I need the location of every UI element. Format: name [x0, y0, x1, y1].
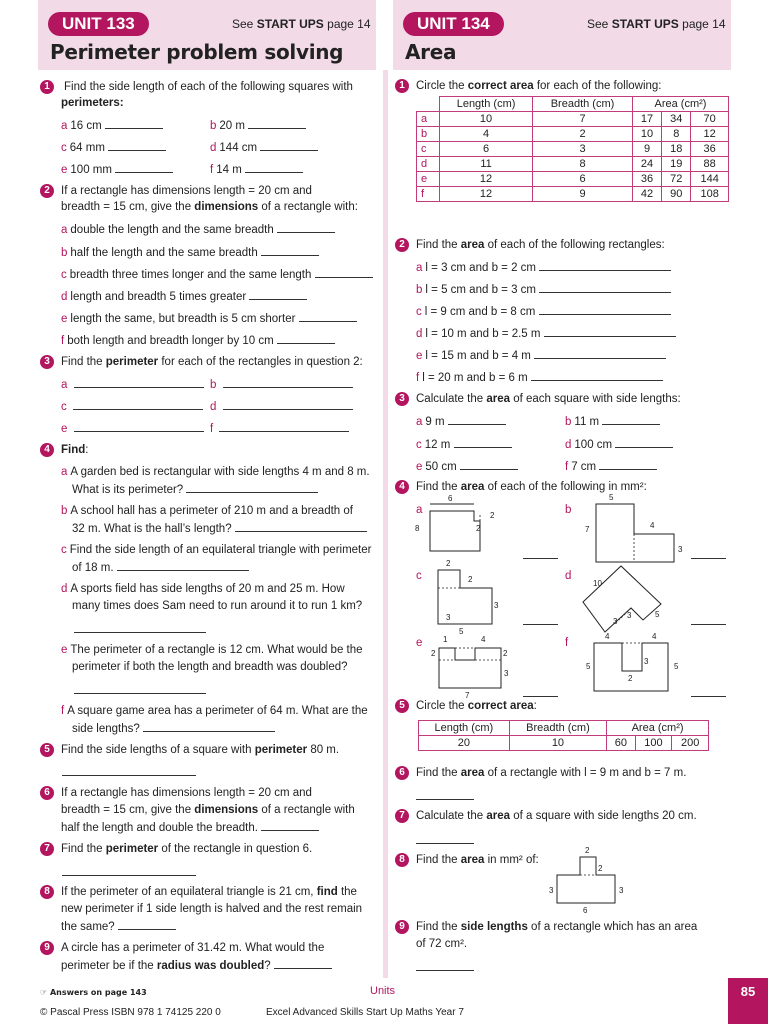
- answer-line[interactable]: [523, 548, 558, 559]
- right-q4b-shape: [580, 492, 690, 572]
- answer-line[interactable]: [245, 162, 303, 173]
- table-row: e 12 6 36 72 144: [417, 172, 729, 187]
- answer-line[interactable]: [523, 686, 558, 697]
- svg-text:2: 2: [468, 575, 473, 584]
- left-q8-text-2: new perimeter if 1 side length is halved and the rest remain: [61, 903, 363, 915]
- answer-line[interactable]: [73, 399, 203, 410]
- left-q9-number: 9: [40, 941, 54, 955]
- table-header: Breadth (cm): [509, 721, 606, 736]
- table-header-row: [419, 721, 709, 736]
- answer-line[interactable]: [460, 459, 518, 470]
- svg-text:2: 2: [598, 864, 603, 873]
- left-q3-text: Find the perimeter for each of the rectangles in question 2:: [61, 356, 363, 368]
- left-q3-number: 3: [40, 355, 54, 369]
- svg-text:2: 2: [431, 649, 436, 658]
- left-q3e: e: [61, 421, 204, 437]
- left-q6-text-3: half the length and double the breadth.: [61, 820, 319, 836]
- table-row: d 11 8 24 19 88: [417, 157, 729, 172]
- footer-book-title: Excel Advanced Skills Start Up Maths Year 7: [266, 1007, 464, 1018]
- right-q9-number: 9: [395, 920, 409, 934]
- right-q4d-shape: [583, 562, 673, 632]
- svg-text:2: 2: [503, 649, 508, 658]
- left-q2e: e length the same, but breadth is 5 cm shorter: [61, 311, 357, 327]
- right-q2-number: 2: [395, 238, 409, 252]
- left-q8-text-3: the same?: [61, 919, 176, 935]
- svg-text:3: 3: [549, 886, 554, 895]
- left-see-start-ups: See START UPS page 14: [232, 17, 371, 31]
- column-divider: [383, 70, 388, 978]
- right-q1-number: 1: [395, 79, 409, 93]
- svg-text:3: 3: [494, 601, 499, 610]
- svg-text:2: 2: [476, 524, 481, 533]
- svg-text:10: 10: [593, 579, 602, 588]
- left-q1-number: 1: [40, 80, 54, 94]
- left-q1a: a 16 cm: [61, 118, 163, 134]
- right-q4e-label: e: [416, 637, 423, 649]
- right-q2c: c l = 9 cm and b = 8 cm: [416, 304, 671, 320]
- right-q4a-shape: [415, 493, 510, 553]
- svg-text:3: 3: [446, 613, 451, 622]
- answer-line[interactable]: [534, 348, 666, 359]
- answer-line[interactable]: [277, 222, 335, 233]
- left-q4d: d A sports field has side lengths of 20 m and 25 m. How: [61, 583, 345, 595]
- right-q3b: b 11 m: [565, 414, 660, 430]
- answer-line[interactable]: [539, 260, 671, 271]
- right-q4f-label: f: [565, 637, 569, 649]
- svg-text:5: 5: [459, 627, 464, 636]
- svg-text:3: 3: [504, 669, 509, 678]
- right-title: Area: [405, 40, 457, 64]
- left-q1f: f 14 m: [210, 162, 303, 178]
- left-q4d-2: many times does Sam need to run around it to run 1 km?: [72, 600, 363, 612]
- answer-line[interactable]: [219, 421, 349, 432]
- answers-reference[interactable]: ☞ Answers on page 143: [40, 988, 147, 997]
- answer-line[interactable]: [523, 614, 558, 625]
- svg-text:5: 5: [655, 610, 660, 619]
- svg-text:6: 6: [583, 906, 588, 915]
- answer-line[interactable]: [277, 333, 335, 344]
- left-q2f: f both length and breadth longer by 10 cm: [61, 333, 335, 349]
- right-q7-text: Calculate the area of a square with side lengths 20 cm.: [416, 810, 697, 822]
- left-q3f: f: [210, 421, 349, 437]
- right-see-start-ups: See START UPS page 14: [587, 17, 726, 31]
- answer-line[interactable]: [599, 459, 657, 470]
- answer-line[interactable]: [315, 267, 373, 278]
- right-q3-number: 3: [395, 392, 409, 406]
- left-q3d: d: [210, 399, 353, 415]
- right-q3e: e 50 cm: [416, 459, 518, 475]
- left-q1c: c 64 mm: [61, 140, 166, 156]
- right-q5-text: Circle the correct area:: [416, 700, 537, 712]
- left-q6-number: 6: [40, 786, 54, 800]
- answer-line[interactable]: [105, 118, 163, 129]
- left-q4b: b A school hall has a perimeter of 210 m and a breadth of: [61, 505, 353, 517]
- right-q2-text: Find the area of each of the following rectangles:: [416, 239, 665, 251]
- svg-text:2: 2: [446, 559, 451, 568]
- pointing-hand-icon: ☞: [40, 988, 50, 997]
- left-q2-number: 2: [40, 184, 54, 198]
- svg-text:4: 4: [650, 521, 655, 530]
- svg-text:2: 2: [490, 511, 495, 520]
- right-q3d: d 100 cm: [565, 437, 673, 453]
- svg-text:5: 5: [586, 662, 591, 671]
- right-q8-text: Find the area in mm² of:: [416, 854, 539, 866]
- answer-line[interactable]: [615, 437, 673, 448]
- right-q9-text-2: of 72 cm².: [416, 938, 468, 950]
- svg-text:3: 3: [678, 545, 683, 554]
- table-header-row: [417, 97, 729, 112]
- left-q2d: d length and breadth 5 times greater: [61, 289, 307, 305]
- answer-line[interactable]: [74, 421, 204, 432]
- right-q1-table: [416, 96, 729, 202]
- right-q5-table: [418, 720, 709, 751]
- right-q2f: f l = 20 m and b = 6 m: [416, 370, 663, 386]
- answer-line[interactable]: [539, 282, 671, 293]
- answer-line[interactable]: [74, 622, 206, 633]
- table-header: Area (cm²): [632, 97, 728, 112]
- left-q4e: e The perimeter of a rectangle is 12 cm. What would be the: [61, 644, 363, 656]
- svg-text:4: 4: [605, 632, 610, 641]
- table-row: b 4 2 10 8 12: [417, 127, 729, 142]
- answer-line[interactable]: [115, 162, 173, 173]
- left-q6-text: If a rectangle has dimensions length = 20 cm and: [61, 787, 312, 799]
- right-q4-number: 4: [395, 480, 409, 494]
- left-q7-text: Find the perimeter of the rectangle in question 6.: [61, 843, 313, 855]
- answer-line[interactable]: [143, 721, 275, 732]
- answer-line[interactable]: [691, 614, 726, 625]
- svg-text:5: 5: [674, 662, 679, 671]
- table-row: 20 10 60 100 200: [419, 736, 709, 751]
- right-q5-number: 5: [395, 699, 409, 713]
- svg-text:4: 4: [481, 635, 486, 644]
- table-header: Breadth (cm): [533, 97, 633, 112]
- left-q2-text: If a rectangle has dimensions length = 20 cm and: [61, 185, 312, 197]
- answer-line[interactable]: [299, 311, 357, 322]
- answer-line[interactable]: [260, 140, 318, 151]
- right-q4-text: Find the area of each of the following in mm²:: [416, 481, 647, 493]
- left-q3c: c: [61, 399, 203, 415]
- svg-text:2: 2: [585, 846, 590, 855]
- right-q4d-label: d: [565, 570, 572, 582]
- answer-line[interactable]: [186, 482, 318, 493]
- answer-line[interactable]: [235, 521, 367, 532]
- left-q4f: f A square game area has a perimeter of 64 m. What are the: [61, 705, 368, 717]
- answer-line[interactable]: [448, 414, 506, 425]
- left-q8-text: If the perimeter of an equilateral triangle is 21 cm, find the: [61, 886, 357, 898]
- right-q4c-shape: [430, 558, 505, 628]
- svg-text:8: 8: [415, 524, 420, 533]
- right-q3f: f 7 cm: [565, 459, 657, 475]
- answer-line[interactable]: [691, 686, 726, 697]
- answer-line[interactable]: [223, 377, 353, 388]
- answer-line[interactable]: [74, 683, 206, 694]
- right-q4b-label: b: [565, 504, 572, 516]
- svg-text:1: 1: [443, 635, 448, 644]
- left-q2a: a double the length and the same breadth: [61, 222, 335, 238]
- right-q4f-shape: [580, 631, 685, 693]
- answer-line[interactable]: [274, 958, 332, 969]
- right-q2d: d l = 10 m and b = 2.5 m: [416, 326, 676, 342]
- right-q1-text: Circle the correct area for each of the following:: [416, 80, 662, 92]
- left-q2c: c breadth three times longer and the same length: [61, 267, 373, 283]
- left-q4e-2: perimeter if both the length and breadth was doubled?: [72, 661, 348, 673]
- table-header: Area (cm²): [607, 721, 709, 736]
- right-q7-number: 7: [395, 809, 409, 823]
- answer-line[interactable]: [248, 118, 306, 129]
- table-row: c 6 3 9 18 36: [417, 142, 729, 157]
- right-q8-shape: [545, 845, 635, 917]
- svg-text:3: 3: [619, 886, 624, 895]
- answer-line[interactable]: [691, 548, 726, 559]
- answer-line[interactable]: [62, 765, 196, 776]
- right-unit-badge: UNIT 134: [403, 12, 504, 36]
- svg-text:2: 2: [628, 674, 633, 683]
- svg-text:5: 5: [609, 493, 614, 502]
- left-q5-text: Find the side lengths of a square with perimeter 80 m.: [61, 744, 340, 756]
- right-q3a: a 9 m: [416, 414, 506, 430]
- table-header: Length (cm): [440, 97, 533, 112]
- footer-copyright: © Pascal Press ISBN 978 1 74125 220 0: [40, 1007, 221, 1018]
- answer-line[interactable]: [416, 960, 474, 971]
- right-q6-number: 6: [395, 766, 409, 780]
- right-q4c-label: c: [416, 570, 422, 582]
- svg-text:7: 7: [465, 691, 470, 700]
- answer-line[interactable]: [261, 245, 319, 256]
- page-number: 85: [728, 978, 768, 1024]
- left-q3a: a: [61, 377, 204, 393]
- right-q4a-label: a: [416, 504, 423, 516]
- left-q4c-2: of 18 m.: [72, 560, 249, 576]
- left-q4c: c Find the side length of an equilateral triangle with perimeter: [61, 544, 372, 556]
- left-q4-label: Find:: [61, 444, 89, 456]
- left-q2b: b half the length and the same breadth: [61, 245, 319, 261]
- answer-line[interactable]: [261, 820, 319, 831]
- left-q6-text-2: breadth = 15 cm, give the dimensions of a rectangle with: [61, 804, 355, 816]
- svg-text:7: 7: [585, 525, 590, 534]
- table-row: a 10 7 17 34 70: [417, 112, 729, 127]
- left-q1-text-2: perimeters:: [61, 97, 124, 109]
- left-q4-number: 4: [40, 443, 54, 457]
- left-unit-badge: UNIT 133: [48, 12, 149, 36]
- svg-text:3: 3: [613, 617, 618, 626]
- left-q1e: e 100 mm: [61, 162, 173, 178]
- right-q6-text: Find the area of a rectangle with l = 9 m and b = 7 m.: [416, 767, 687, 779]
- left-q8-number: 8: [40, 885, 54, 899]
- svg-text:3: 3: [644, 657, 649, 666]
- answer-line[interactable]: [531, 370, 663, 381]
- answer-line[interactable]: [62, 865, 196, 876]
- right-q9-text: Find the side lengths of a rectangle which has an area: [416, 921, 698, 933]
- right-q4e-shape: [425, 626, 515, 698]
- left-q1-text: Find the side length of each of the following squares with: [64, 81, 353, 93]
- left-q4a: a A garden bed is rectangular with side lengths 4 m and 8 m.: [61, 466, 370, 478]
- table-row: f 12 9 42 90 108: [417, 187, 729, 202]
- answer-line[interactable]: [118, 919, 176, 930]
- svg-text:6: 6: [448, 494, 453, 503]
- table-header: Length (cm): [419, 721, 510, 736]
- right-q3c: c 12 m: [416, 437, 512, 453]
- right-q3-text: Calculate the area of each square with side lengths:: [416, 393, 681, 405]
- left-q1d: d 144 cm: [210, 140, 318, 156]
- left-q4a-2: What is its perimeter?: [72, 482, 318, 498]
- svg-text:3: 3: [627, 611, 632, 620]
- left-q2-text-2: breadth = 15 cm, give the dimensions of a rectangle with:: [61, 201, 358, 213]
- left-title: Perimeter problem solving: [50, 40, 344, 64]
- answer-line[interactable]: [602, 414, 660, 425]
- left-q5-number: 5: [40, 743, 54, 757]
- answer-line[interactable]: [117, 560, 249, 571]
- left-q4b-2: 32 m. What is the hall’s length?: [72, 521, 367, 537]
- left-q7-number: 7: [40, 842, 54, 856]
- answer-line[interactable]: [539, 304, 671, 315]
- right-q2b: b l = 5 cm and b = 3 cm: [416, 282, 671, 298]
- answer-line[interactable]: [416, 789, 474, 800]
- left-q3b: b: [210, 377, 353, 393]
- answer-line[interactable]: [454, 437, 512, 448]
- answer-line[interactable]: [544, 326, 676, 337]
- left-q9-text-2: perimeter be if the radius was doubled?: [61, 958, 332, 974]
- answer-line[interactable]: [108, 140, 166, 151]
- left-q9-text: A circle has a perimeter of 31.42 m. What would the: [61, 942, 325, 954]
- answer-line[interactable]: [416, 833, 474, 844]
- left-q4f-2: side lengths?: [72, 721, 275, 737]
- right-q2e: e l = 15 m and b = 4 m: [416, 348, 666, 364]
- answer-line[interactable]: [74, 377, 204, 388]
- footer-units: Units: [370, 985, 396, 997]
- right-q2a: a l = 3 cm and b = 2 cm: [416, 260, 671, 276]
- answer-line[interactable]: [223, 399, 353, 410]
- svg-text:4: 4: [652, 632, 657, 641]
- right-q8-number: 8: [395, 853, 409, 867]
- answer-line[interactable]: [249, 289, 307, 300]
- left-q1b: b 20 m: [210, 118, 306, 134]
